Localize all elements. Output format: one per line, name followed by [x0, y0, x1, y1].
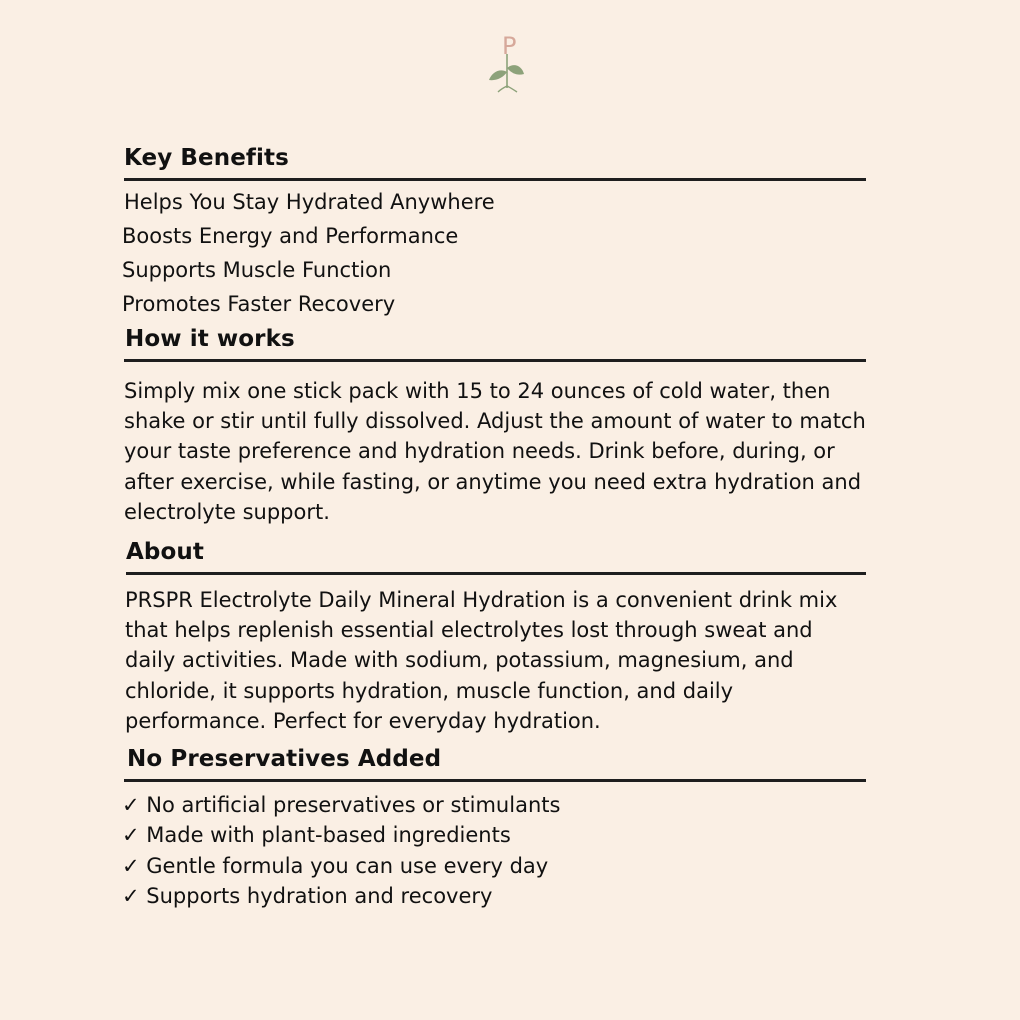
- check-list-item: ✓ Supports hydration and recovery: [122, 884, 493, 909]
- check-list-item: ✓ Gentle formula you can use every day: [122, 853, 549, 878]
- about-section: [124, 538, 866, 736]
- paragraph-line: daily activities. Made with sodium, potassium, magnesium, and: [125, 648, 794, 673]
- how-it-works-section: [124, 325, 866, 527]
- about-text: [125, 585, 866, 736]
- how-it-works-divider: [124, 359, 866, 362]
- paragraph-line: performance. Perfect for everyday hydration.: [125, 708, 601, 733]
- about-divider: [126, 572, 866, 575]
- key-benefits-heading: Key Benefits: [124, 145, 289, 171]
- how-it-works-text: [124, 376, 866, 527]
- no-preservatives-section: [124, 745, 866, 912]
- logo-letter: P: [502, 32, 517, 60]
- about-heading: About: [126, 539, 204, 565]
- list-item: Helps You Stay Hydrated Anywhere: [124, 190, 495, 214]
- paragraph-line: chloride, it supports hydration, muscle function, and daily: [125, 678, 734, 703]
- paragraph-line: after exercise, while fasting, or anytime you need extra hydration and: [124, 469, 862, 494]
- paragraph-line: your taste preference and hydration needs. Drink before, during, or: [124, 439, 835, 464]
- list-item: Promotes Faster Recovery: [122, 292, 396, 316]
- no-preservatives-heading: No Preservatives Added: [127, 746, 442, 772]
- key-benefits-divider: [124, 178, 866, 181]
- paragraph-line: electrolyte support.: [124, 499, 330, 524]
- paragraph-line: PRSPR Electrolyte Daily Mineral Hydration is a convenient drink mix: [125, 588, 838, 612]
- sprout-leaf-icon: [486, 32, 526, 96]
- paragraph-line: that helps replenish essential electrolytes lost through sweat and: [125, 618, 813, 643]
- how-it-works-heading: How it works: [125, 326, 295, 352]
- paragraph-line: shake or stir until fully dissolved. Adjust the amount of water to match: [124, 409, 866, 434]
- key-benefits-section: [124, 144, 866, 321]
- no-preservatives-list: [122, 790, 866, 912]
- paragraph-line: Simply mix one stick pack with 15 to 24 ounces of cold water, then: [124, 379, 831, 403]
- list-item: Supports Muscle Function: [122, 258, 392, 282]
- list-item: Boosts Energy and Performance: [122, 224, 459, 248]
- key-benefits-list: [124, 185, 866, 321]
- check-list-item: ✓ No artificial preservatives or stimulants: [122, 793, 561, 817]
- brand-logo: [486, 32, 526, 96]
- check-list-item: ✓ Made with plant-based ingredients: [122, 823, 511, 848]
- no-preservatives-divider: [124, 779, 866, 782]
